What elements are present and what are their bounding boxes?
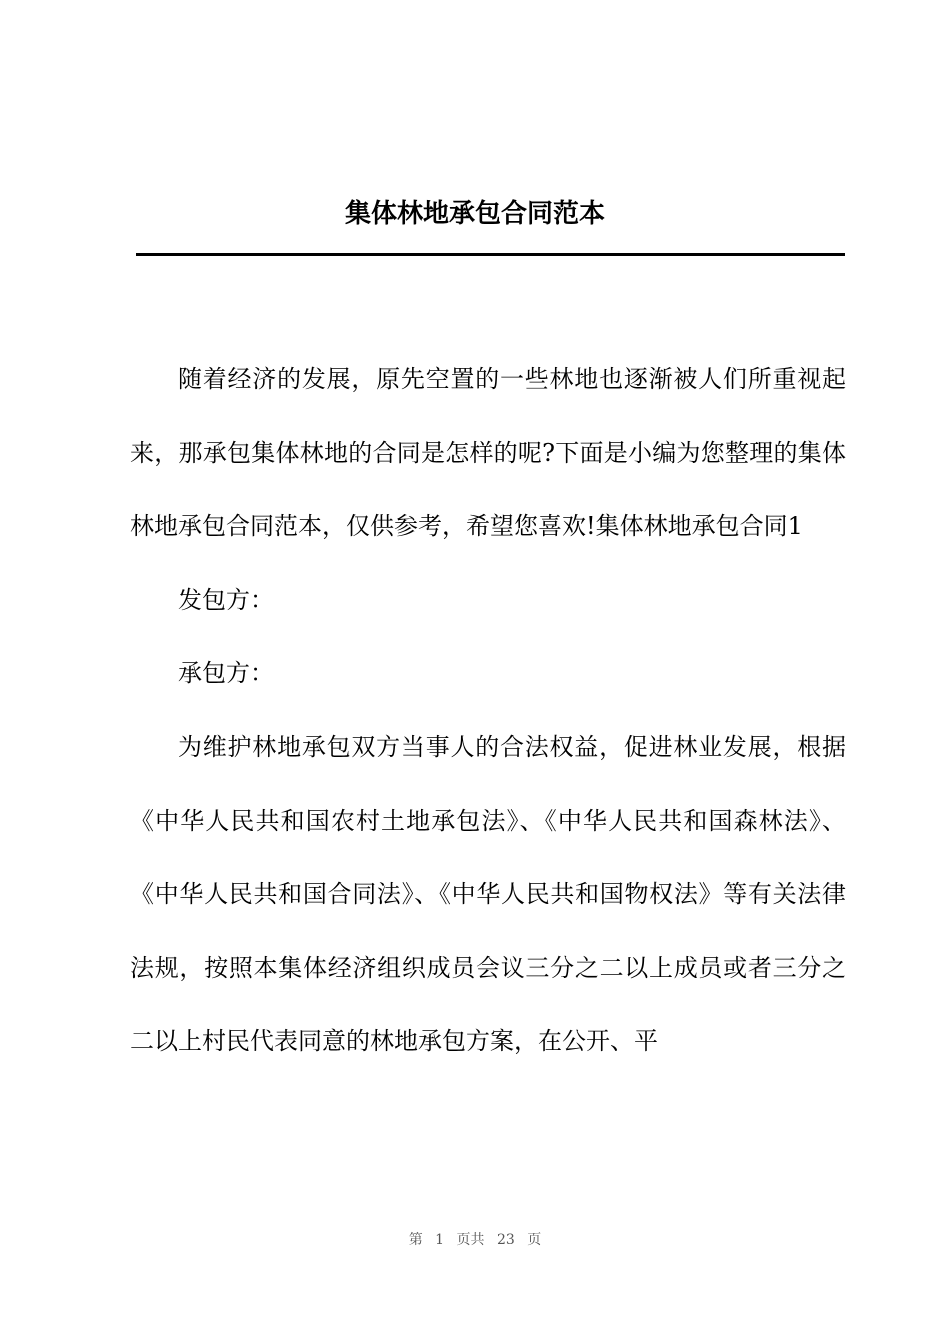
document-title: 集体林地承包合同范本	[344, 199, 605, 229]
paragraph-intro: 随着经济的发展，原先空置的一些林地也逐渐被人们所重视起来，那承包集体林地的合同是怎样的呢?下面是小编为您整理的集体林地承包合同范本，仅供参考，希望您喜欢!集体林地承包合同1	[130, 365, 846, 541]
document-body	[130, 343, 846, 1079]
paragraph-legal-basis: 为维护林地承包双方当事人的合法权益，促进林业发展，根据《中华人民共和国农村土地承包法》、《中华人民共和国森林法》、《中华人民共和国合同法》、《中华人民共和国物权法》等有关法律法规，按照本集体经济组织成员会议三分之二以上成员或者三分之二以上村民代表同意的林地承包方案，在公开、平	[130, 732, 846, 1056]
title-divider	[136, 253, 845, 256]
page-footer: 第 1 页共 23 页	[408, 1232, 542, 1248]
paragraph-employer: 发包方：	[178, 585, 274, 614]
paragraph-contractor: 承包方：	[178, 659, 274, 688]
